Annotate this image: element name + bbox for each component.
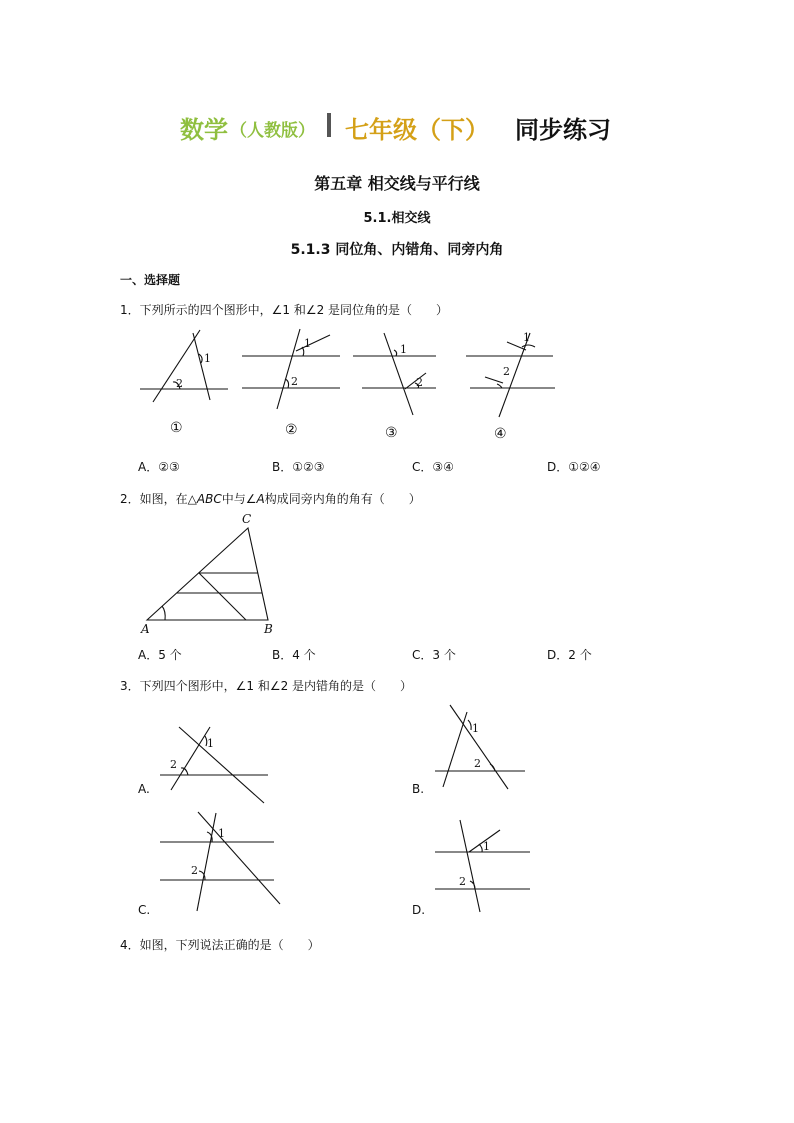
fig4-angle-2-label: 2 [503, 365, 510, 378]
fig3-angle-2-label: 2 [416, 376, 423, 389]
q3c-angle-2-label: 2 [191, 864, 198, 877]
q3b-angle-1-label: 1 [472, 722, 479, 735]
vertex-b-label: B [264, 622, 273, 636]
q1-option-d[interactable]: D．①②④ [547, 460, 601, 474]
section-title: 5.1.相交线 [363, 211, 431, 226]
fig3-number: ③ [385, 425, 398, 441]
fig2-angle-2-label: 2 [291, 375, 298, 388]
question-3-stem: 3．下列四个图形中，∠1 和∠2 是内错角的是（ ） [120, 679, 413, 693]
chapter-title: 第五章 相交线与平行线 [314, 174, 480, 193]
q3c-angle-1-label: 1 [218, 827, 225, 840]
fig3-angle-1-label: 1 [400, 343, 407, 356]
vertex-c-label: C [242, 512, 252, 526]
q1-option-a[interactable]: A．②③ [138, 460, 180, 474]
subsection-title: 5.1.3 同位角、内错角、同旁内角 [290, 242, 504, 258]
q2-stem-prefix: 2．如图，在△ [120, 492, 197, 506]
vertex-a-label: A [141, 622, 150, 636]
q3a-angle-2-label: 2 [170, 758, 177, 771]
q3-option-c[interactable]: C. [138, 903, 151, 917]
q2-stem-a: A [256, 492, 265, 506]
question-4-stem: 4．如图，下列说法正确的是（ ） [120, 938, 320, 952]
question-1-figures [130, 325, 580, 445]
question-2-triangle [135, 508, 295, 638]
q3d-angle-2-label: 2 [459, 875, 466, 888]
header-subject: 数学 [180, 116, 228, 144]
q2-option-a[interactable]: A．5 个 [138, 648, 182, 662]
question-2-stem [120, 490, 421, 507]
header-grade: 七年级（下） [345, 116, 489, 144]
q3-option-d[interactable]: D. [412, 903, 426, 917]
fig2-number: ② [285, 422, 298, 438]
fig1-angle-2-label: 2 [176, 377, 183, 390]
q2-stem-abc: ABC [196, 492, 222, 506]
q3a-angle-1-label: 1 [207, 737, 214, 750]
q3-option-a[interactable]: A. [138, 782, 150, 796]
fig1-number: ① [170, 420, 183, 436]
q2-stem-suffix: 构成同旁内角的角有（ ） [264, 492, 421, 506]
q1-option-c[interactable]: C．③④ [412, 460, 454, 474]
header-separator [327, 113, 331, 137]
q2-option-b[interactable]: B．4 个 [272, 648, 316, 662]
question-3-figures [150, 700, 550, 920]
q1-option-b[interactable]: B．①②③ [272, 460, 325, 474]
q3d-angle-1-label: 1 [483, 840, 490, 853]
document-header [0, 110, 794, 146]
q3b-angle-2-label: 2 [474, 757, 481, 770]
header-edition: （人教版） [230, 121, 315, 141]
question-1-stem: 1．下列所示的四个图形中，∠1 和∠2 是同位角的是（ ） [120, 303, 449, 317]
q2-stem-mid: 中与∠ [221, 492, 257, 506]
part-title: 一、选择题 [120, 273, 181, 287]
header-practice: 同步练习 [515, 116, 611, 144]
fig4-number: ④ [494, 426, 507, 442]
fig1-angle-1-label: 1 [204, 352, 211, 365]
fig2-angle-1-label: 1 [304, 337, 311, 350]
q2-option-c[interactable]: C．3 个 [412, 648, 456, 662]
q2-option-d[interactable]: D．2 个 [547, 648, 592, 662]
q3-option-b[interactable]: B. [412, 782, 425, 796]
fig4-angle-1-label: 1 [523, 331, 530, 344]
